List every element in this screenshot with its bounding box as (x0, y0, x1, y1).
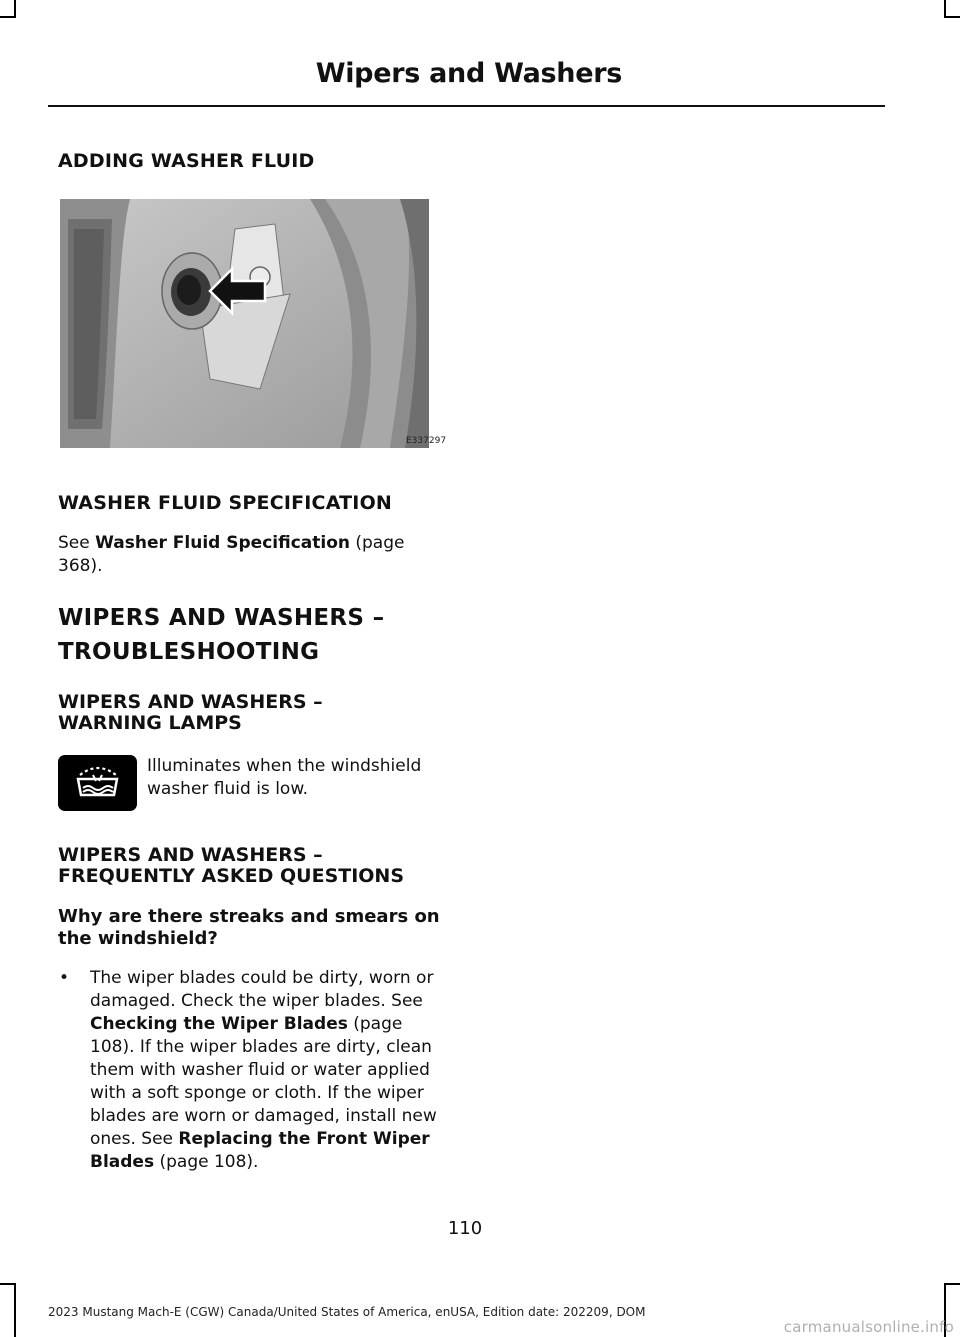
spec-page-ref: (page 368). (58, 533, 405, 576)
faq-question: Why are there streaks and smears on the windshield? (58, 906, 440, 949)
faq-answer-part2: (page 108). If the wiper blades are dirty, clean them with washer fluid or water applied with a soft sponge or cloth. If the wiper blades are worn or damaged, install new ones. See (90, 1014, 437, 1149)
page-number: 110 (447, 1218, 483, 1239)
spec-paragraph (58, 532, 448, 578)
faq-answer-part1: The wiper blades could be dirty, worn or damaged. Check the wiper blades. See (90, 968, 434, 1011)
warning-lamps-section (58, 692, 448, 734)
washer-reservoir-illustration (60, 199, 447, 448)
header-divider (48, 105, 885, 107)
troubleshooting-section (58, 601, 448, 669)
troubleshooting-heading-line2: TROUBLESHOOTING (58, 639, 320, 665)
troubleshooting-heading (58, 601, 448, 669)
faq-heading-line2: FREQUENTLY ASKED QUESTIONS (58, 865, 405, 887)
crop-mark-bottom-left-h (0, 1283, 16, 1285)
washer-fluid-warning-icon (58, 755, 137, 811)
figure-id-label: E337297 (406, 436, 447, 446)
spec-section (58, 492, 448, 578)
warning-lamps-heading-line2: WARNING LAMPS (58, 712, 242, 734)
crop-mark-bottom-right-h (944, 1283, 960, 1285)
spec-see-text: See (58, 533, 96, 553)
spec-heading: WASHER FLUID SPECIFICATION (58, 492, 393, 514)
crop-mark-bottom-left-v (14, 1283, 16, 1337)
faq-section (58, 845, 448, 1174)
faq-answer-item (58, 967, 448, 1174)
troubleshooting-heading-line1: WIPERS AND WASHERS – (58, 605, 385, 631)
footer-edition-info: 2023 Mustang Mach-E (CGW) Canada/United States of America, enUSA, Edition date: 202209, DOM (48, 1305, 646, 1319)
spec-link[interactable]: Washer Fluid Specification (95, 533, 350, 553)
checking-wiper-blades-link[interactable]: Checking the Wiper Blades (90, 1014, 348, 1034)
faq-heading-line1: WIPERS AND WASHERS – (58, 844, 323, 866)
watermark: carmanualsonline.info (783, 1318, 954, 1336)
warning-lamps-heading-line1: WIPERS AND WASHERS – (58, 691, 323, 713)
crop-mark-top-left-h (0, 16, 16, 18)
warning-lamps-heading (58, 692, 448, 734)
replacing-wiper-blades-link[interactable]: Replacing the Front Wiper Blades (90, 1129, 430, 1172)
warning-lamp-description-block (147, 755, 452, 801)
faq-answer-part3: (page 108). (154, 1152, 259, 1172)
faq-heading (58, 845, 448, 887)
faq-answer-text (90, 967, 448, 1174)
adding-fluid-heading: ADDING WASHER FLUID (58, 150, 315, 172)
crop-mark-top-right-h (944, 16, 960, 18)
adding-fluid-section (58, 150, 448, 172)
warning-lamp-description: Illuminates when the windshield washer fluid is low. (147, 756, 422, 799)
bullet-glyph: • (59, 968, 70, 988)
page-header-title: Wipers and Washers (315, 58, 622, 89)
